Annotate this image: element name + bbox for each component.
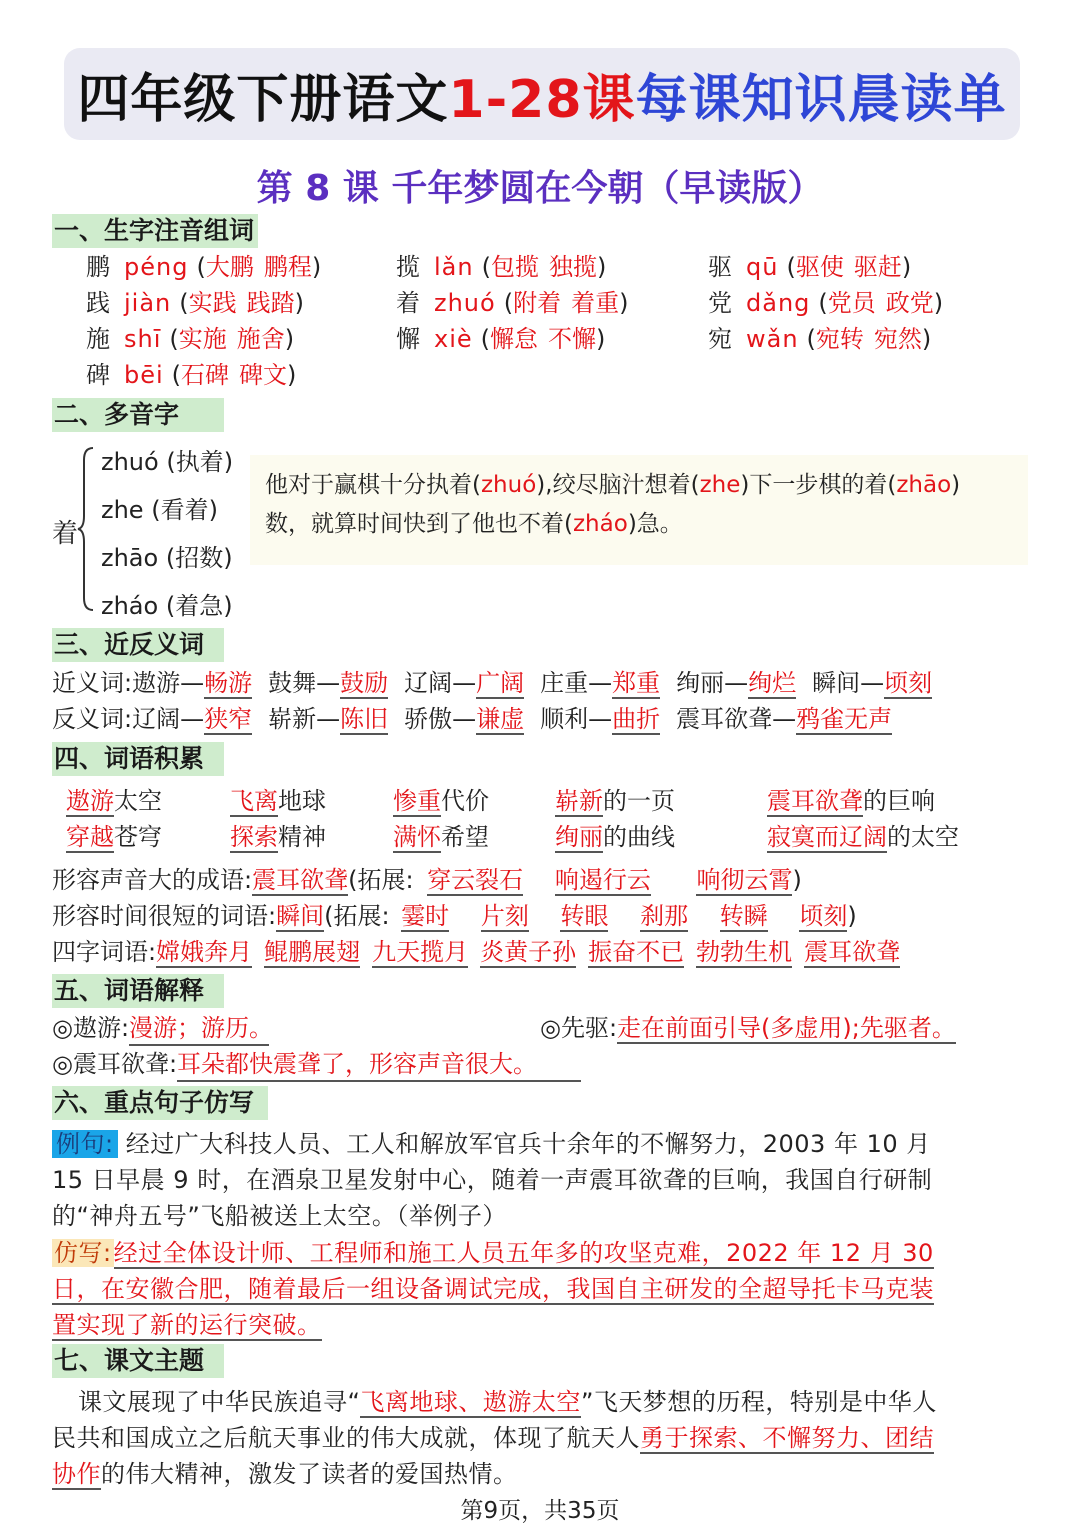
character-entry: 鹏 péng (大鹏 鹏程) <box>86 253 322 281</box>
section-heading-sentence: 六、重点句子仿写 <box>52 1086 268 1120</box>
accumulation-word: 遨游太空 <box>66 787 162 815</box>
page-footer: 第9页，共35页 <box>460 1498 620 1524</box>
character-entry: 懈 xiè (懈怠 不懈) <box>396 325 606 353</box>
idiom-loud-row: 形容声音大的成语:震耳欲聋(拓展: 穿云裂石 响遏行云 响彻云霄) <box>52 866 802 894</box>
polyphone-example-line1: 他对于赢棋十分执着(zhuó),绞尽脑汁想着(zhe)下一步棋的着(zhāo) <box>265 472 961 498</box>
character-entry: 宛 wǎn (宛转 宛然) <box>708 325 932 353</box>
character-entry: 驱 qū (驱使 驱赶) <box>708 253 912 281</box>
character-entry: 着 zhuó (附着 着重) <box>396 289 629 317</box>
polyphone-reading: zhuó (执着) <box>101 448 234 476</box>
polyphone-reading: zhāo (招数) <box>101 544 233 572</box>
banner-part2: 1-28课 <box>448 69 636 130</box>
banner-part3: 每课知识晨读单 <box>635 69 1007 130</box>
section-heading-explanations: 五、词语解释 <box>52 974 224 1008</box>
character-entry: 揽 lǎn (包揽 独揽) <box>396 253 607 281</box>
curly-brace-icon <box>76 446 96 612</box>
explanation-item: ◎先驱:走在前面引导(多虚用);先驱者。 <box>540 1014 956 1042</box>
explanation-item: ◎遨游:漫游；游历。 <box>52 1012 269 1046</box>
accumulation-word: 穿越苍穹 <box>66 823 162 851</box>
imitation-sentence-line: 日，在安徽合肥，随着最后一组设备调试完成，我国自主研发的全超导托卡马克装 <box>52 1275 934 1303</box>
character-entry: 党 dǎng (党员 政党) <box>708 289 944 317</box>
banner-part1: 四年级下册语文 <box>77 69 449 130</box>
accumulation-word: 震耳欲聋的巨响 <box>767 787 935 815</box>
character-entry: 践 jiàn (实践 践踏) <box>86 289 305 317</box>
lesson-title: 第 8 课 千年梦圆在今朝（早读版） <box>256 168 824 209</box>
section-heading-synonyms: 三、近反义词 <box>52 628 224 662</box>
theme-line: 协作的伟大精神，激发了读者的爱国热情。 <box>52 1460 518 1488</box>
example-tag: 例句: <box>52 1130 118 1158</box>
imitation-sentence-line: 仿写:经过全体设计师、工程师和施工人员五年多的攻坚克难，2022 年 12 月 30 <box>54 1239 934 1267</box>
imitation-sentence-line: 置实现了新的运行突破。 <box>52 1311 322 1339</box>
example-sentence-line: 例句: 经过广大科技人员、工人和解放军官兵十余年的不懈努力，2003 年 10 月 <box>52 1124 931 1159</box>
accumulation-word: 探索精神 <box>230 823 326 851</box>
section-heading-theme: 七、课文主题 <box>52 1344 224 1378</box>
four-char-words-row: 四字词语:嫦娥奔月 鲲鹏展翅 九天揽月 炎黄子孙 振奋不已 勃勃生机 震耳欲聋 <box>52 938 901 966</box>
polyphone-example-line2: 数，就算时间快到了他也不着(zháo)急。 <box>265 511 683 537</box>
character-entry: 施 shī (实施 施舍) <box>86 325 295 353</box>
section-heading-characters: 一、生字注音组词 <box>52 214 258 248</box>
antonym-row: 反义词:辽阔—狭窄 崭新—陈旧 骄傲—谦虚 顺利—曲折 震耳欲聋—鸦雀无声 <box>52 705 893 733</box>
section-heading-polyphone: 二、多音字 <box>52 398 224 432</box>
explanation-item: ◎震耳欲聋:耳朵都快震聋了，形容声音很大。 <box>52 1048 581 1082</box>
accumulation-word: 飞离地球 <box>230 787 326 815</box>
imitation-tag: 仿写: <box>54 1239 112 1267</box>
example-sentence-line: 的“神舟五号”飞船被送上太空。（举例子） <box>52 1202 507 1230</box>
accumulation-word: 满怀希望 <box>393 823 489 851</box>
theme-line: 民共和国成立之后航天事业的伟大成就，体现了航天人勇于探索、不懈努力、团结 <box>52 1424 934 1452</box>
synonym-row: 近义词:遨游—畅游 鼓舞—鼓励 辽阔—广阔 庄重—郑重 绚丽—绚烂 瞬间—顷刻 <box>52 669 933 697</box>
example-sentence-line: 15 日早晨 9 时，在酒泉卫星发射中心，随着一声震耳欲聋的巨响，我国自行研制 <box>52 1166 933 1194</box>
accumulation-word: 寂寞而辽阔的太空 <box>767 823 959 851</box>
accumulation-word: 崭新的一页 <box>555 787 675 815</box>
page-banner <box>64 48 1020 140</box>
word-short-time-row: 形容时间很短的词语:瞬间(拓展: 霎时 片刻 转眼 刹那 转瞬 顷刻) <box>52 902 857 930</box>
theme-line: 课文展现了中华民族追寻“飞离地球、遨游太空”飞天梦想的历程，特别是中华人 <box>78 1388 937 1416</box>
polyphone-char: 着 <box>52 519 79 549</box>
polyphone-reading: zhe (看着) <box>101 496 218 524</box>
polyphone-reading: zháo (着急) <box>101 592 233 620</box>
accumulation-word: 绚丽的曲线 <box>555 823 675 851</box>
character-entry: 碑 bēi (石碑 碑文) <box>86 361 297 389</box>
section-heading-word-accumulation: 四、词语积累 <box>52 742 224 776</box>
accumulation-word: 惨重代价 <box>393 787 489 815</box>
